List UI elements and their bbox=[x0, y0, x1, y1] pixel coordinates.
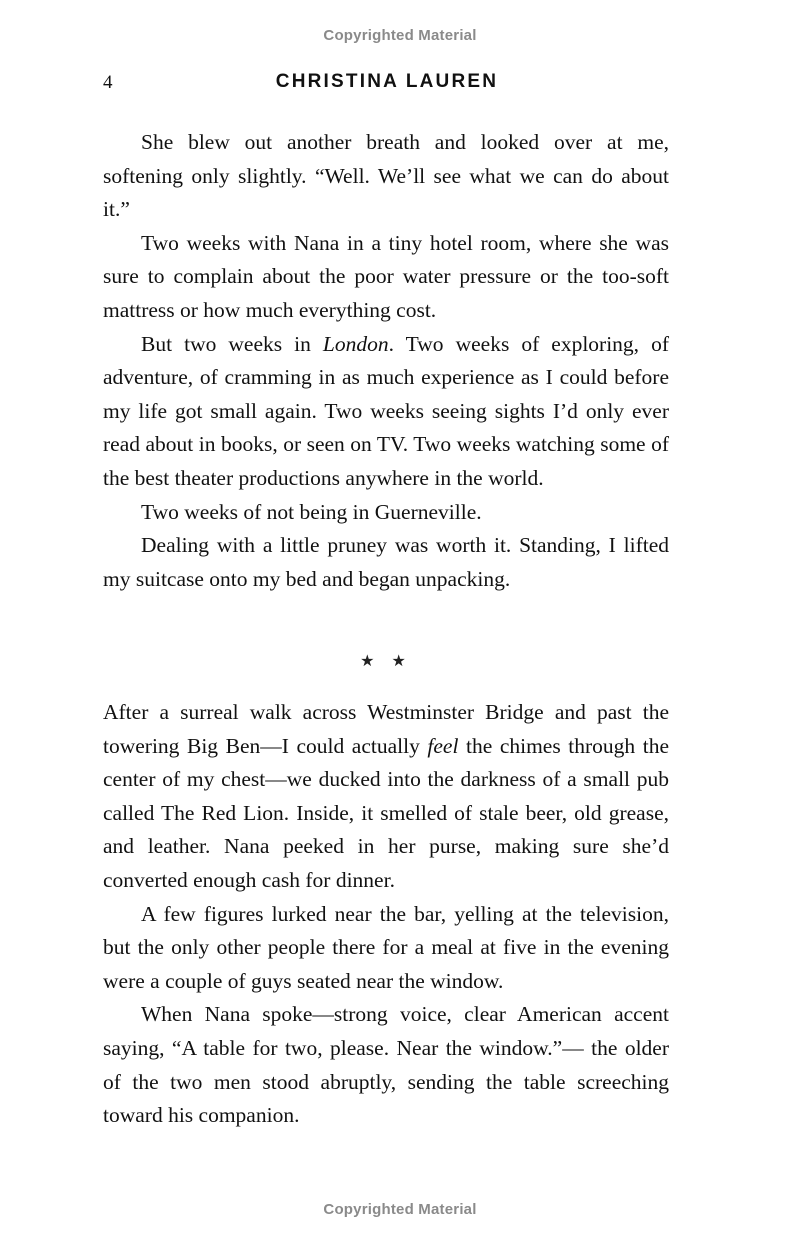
running-head-author: CHRISTINA LAUREN bbox=[275, 71, 499, 92]
text-run: After a surreal walk across Westminster Bridge and past the towering Big Ben—I could actually bbox=[103, 700, 669, 758]
paragraph: Two weeks with Nana in a tiny hotel room, where she was sure to complain about the poor water pressure or the too-soft mattress or how much everything cost. bbox=[103, 230, 669, 322]
scene-break-stars: ★ ★ bbox=[360, 651, 412, 670]
copyright-watermark-top: Copyrighted Material bbox=[323, 27, 477, 44]
paragraph bbox=[103, 696, 669, 898]
paragraph: Dealing with a little pruney was worth it. Standing, I lifted my suitcase onto my bed and began unpacking. bbox=[103, 533, 669, 591]
page-number: 4 bbox=[103, 72, 113, 93]
paragraph bbox=[103, 328, 669, 496]
paragraph: When Nana spoke—strong voice, clear American accent saying, “A table for two, please. Near the window.”— the older of the two men stood abruptly, sending the table screeching toward his companion. bbox=[103, 1002, 669, 1128]
text-run: the chimes through the center of my chest—we ducked into the darkness of a small pub called The Red Lion. Inside, it smelled of stale beer, old grease, and leather. Nana peeked in her purse, making sure she’d converted enough cash for dinner. bbox=[103, 733, 669, 892]
text-section-1 bbox=[103, 126, 669, 596]
text-run: But two weeks in bbox=[141, 331, 323, 356]
italic-text: feel bbox=[427, 733, 459, 758]
paragraph: A few figures lurked near the bar, yelling at the television, but the only other people there for a meal at five in the evening were a couple of guys seated near the window. bbox=[103, 901, 669, 993]
text-run: . Two weeks of exploring, of adventure, of cramming in as much experience as I could before my life got small again. Two weeks seeing sights I’d only ever read about in books, or seen on TV. Two weeks watching some of the best theater productions anywhere in the world. bbox=[103, 331, 669, 490]
text-section-2 bbox=[103, 696, 669, 1133]
paragraph: Two weeks of not being in Guerneville. bbox=[141, 499, 482, 524]
paragraph: She blew out another breath and looked over at me, softening only slightly. “Well. We’ll see what we can do about it.” bbox=[103, 130, 669, 222]
copyright-watermark-bottom: Copyrighted Material bbox=[323, 1201, 477, 1218]
italic-text: London bbox=[322, 331, 389, 356]
